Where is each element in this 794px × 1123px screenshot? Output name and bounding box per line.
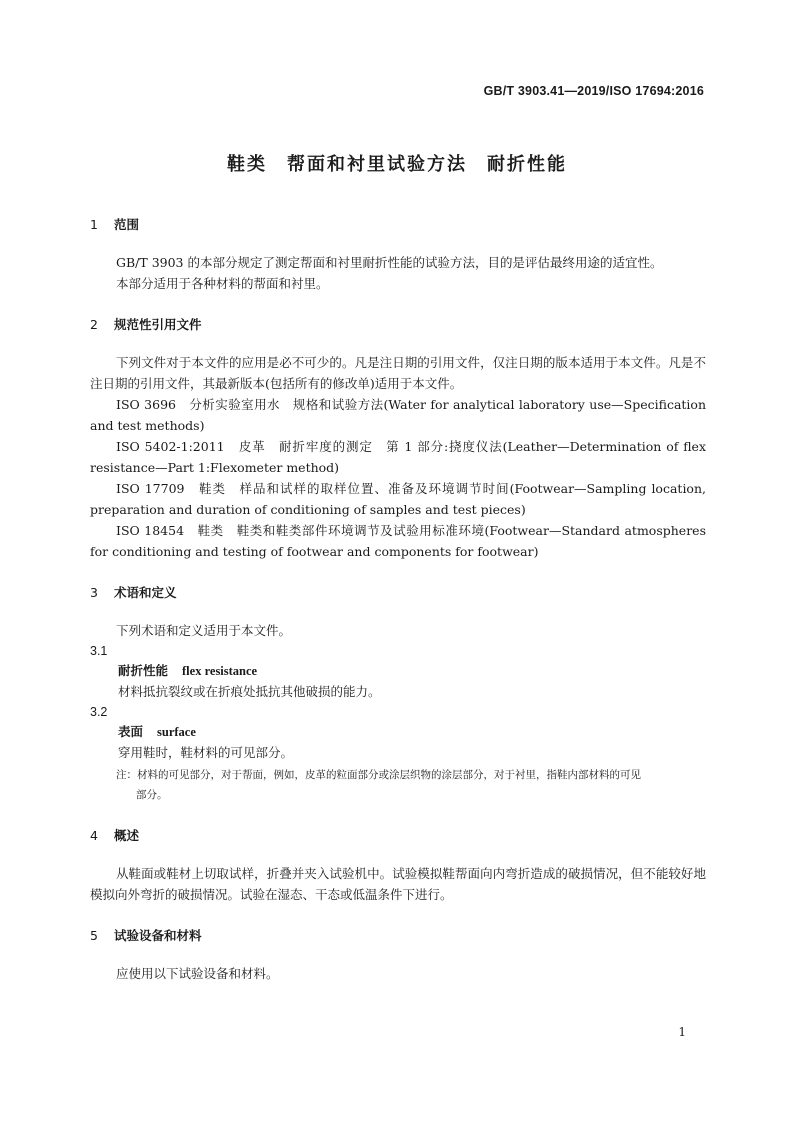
section-title: 试验设备和材料 bbox=[114, 928, 202, 943]
term-chinese: 耐折性能 bbox=[118, 663, 169, 678]
document-body bbox=[90, 214, 706, 984]
term-entry bbox=[90, 661, 706, 681]
note-text: 材料的可见部分，对于帮面，例如，皮革的粒面部分或涂层织物的涂层部分，对于衬里，指鞋内部材料的可见 bbox=[137, 769, 641, 781]
note bbox=[90, 765, 706, 785]
paragraph: 本部分适用于各种材料的帮面和衬里。 bbox=[116, 276, 329, 291]
term-number: 3.1 bbox=[90, 644, 108, 658]
note-continuation: 部分。 bbox=[136, 789, 168, 801]
paragraph: 从鞋面或鞋材上切取试样，折叠并夹入试验机中。试验模拟鞋帮面向内弯折造成的破损情况，但不能较好地模拟向外弯折的破损情况。试验在湿态、干态或低温条件下进行。 bbox=[90, 866, 706, 902]
section-number: 2 bbox=[90, 317, 98, 332]
section-5-heading bbox=[90, 925, 706, 947]
section-number: 1 bbox=[90, 217, 98, 232]
note-label: 注： bbox=[116, 769, 137, 781]
paragraph: 下列文件对于本文件的应用是必不可少的。凡是注日期的引用文件，仅注日期的版本适用于本文件。凡是不注日期的引用文件，其最新版本(包括所有的修改单)适用于本文件。 bbox=[90, 355, 706, 391]
section-title: 概述 bbox=[114, 828, 140, 843]
section-number: 4 bbox=[90, 828, 98, 843]
term-definition: 材料抵抗裂纹或在折痕处抵抗其他破损的能力。 bbox=[118, 684, 381, 699]
document-title: 鞋类 帮面和衬里试验方法 耐折性能 bbox=[227, 154, 567, 175]
term-definition: 穿用鞋时，鞋材料的可见部分。 bbox=[118, 745, 294, 760]
section-3-heading bbox=[90, 582, 706, 604]
paragraph: 应使用以下试验设备和材料。 bbox=[116, 966, 279, 981]
section-4-heading bbox=[90, 825, 706, 847]
term-number: 3.2 bbox=[90, 705, 108, 719]
section-number: 5 bbox=[90, 928, 98, 943]
paragraph: 下列术语和定义适用于本文件。 bbox=[116, 623, 292, 638]
page-number: 1 bbox=[678, 1025, 686, 1039]
reference-item: ISO 3696 分析实验室用水 规格和试验方法(Water for analytical laboratory use—Specification and test methods) bbox=[90, 397, 706, 433]
term-english: surface bbox=[157, 725, 196, 739]
section-2-heading bbox=[90, 314, 706, 336]
section-title: 范围 bbox=[114, 217, 140, 232]
term-english: flex resistance bbox=[182, 664, 258, 678]
reference-item: ISO 5402-1:2011 皮革 耐折牢度的测定 第 1 部分:挠度仪法(Leather—Determination of flex resistance—Part 1:Flexometer method) bbox=[90, 439, 706, 475]
standard-code: GB/T 3903.41—2019/ISO 17694:2016 bbox=[483, 84, 704, 98]
reference-item: ISO 18454 鞋类 鞋类和鞋类部件环境调节及试验用标准环境(Footwear—Standard atmospheres for conditioning and testing of footwear and components for footwear) bbox=[90, 523, 706, 559]
section-1-heading bbox=[90, 214, 706, 236]
term-chinese: 表面 bbox=[118, 724, 144, 739]
paragraph: GB/T 3903 的本部分规定了测定帮面和衬里耐折性能的试验方法，目的是评估最终用途的适宜性。 bbox=[116, 255, 663, 270]
section-title: 规范性引用文件 bbox=[114, 317, 202, 332]
term-entry bbox=[90, 722, 706, 742]
section-number: 3 bbox=[90, 585, 98, 600]
section-title: 术语和定义 bbox=[114, 585, 177, 600]
reference-item: ISO 17709 鞋类 样品和试样的取样位置、准备及环境调节时间(Footwear—Sampling location, preparation and duration of conditioning of samples and test pieces) bbox=[90, 481, 706, 517]
